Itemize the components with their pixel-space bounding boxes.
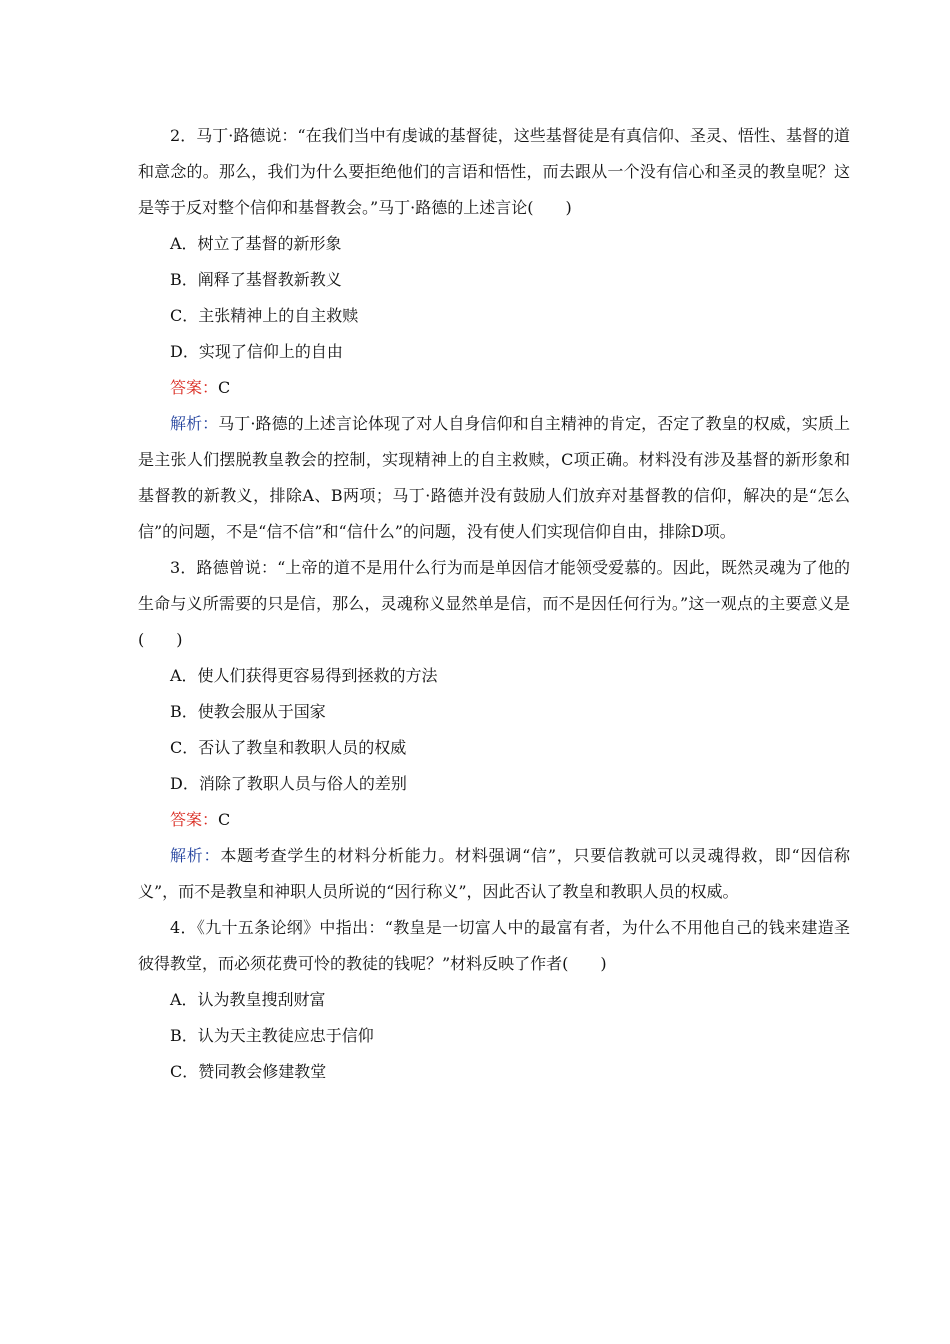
question-4-option-c: C．赞同教会修建教堂	[170, 1062, 327, 1081]
question-3-explanation	[138, 838, 850, 910]
question-4-option-b: B．认为天主教徒应忠于信仰	[170, 1026, 374, 1045]
question-3-option-c: C．否认了教皇和教职人员的权威	[170, 738, 407, 757]
answer-value: C	[218, 810, 231, 829]
answer-value: C	[218, 378, 231, 397]
question-2-stem: 2．马丁·路德说：“在我们当中有虔诚的基督徒，这些基督徒是有真信仰、圣灵、悟性、基督的道和意念的。那么，我们为什么要拒绝他们的言语和悟性，而去跟从一个没有信心和圣灵的教皇呢？这是等于反对整个信仰和基督教会。”马丁·路德的上述言论( )	[138, 126, 850, 217]
explanation-text: 本题考查学生的材料分析能力。材料强调“信”，只要信教就可以灵魂得救，即“因信称义”，而不是教皇和神职人员所说的“因行称义”，因此否认了教皇和教职人员的权威。	[138, 846, 850, 901]
question-2-option-c: C．主张精神上的自主救赎	[170, 306, 359, 325]
question-2-explanation	[138, 406, 850, 550]
question-3-option-d: D．消除了教职人员与俗人的差别	[170, 774, 407, 793]
document-page	[138, 118, 850, 1090]
question-3-option-a: A．使人们获得更容易得到拯救的方法	[170, 666, 438, 685]
question-2-option-a: A．树立了基督的新形象	[170, 234, 342, 253]
question-2-option-b: B．阐释了基督教新教义	[170, 270, 342, 289]
question-3-stem: 3．路德曾说：“上帝的道不是用什么行为而是单因信才能领受爱慕的。因此，既然灵魂为了他的生命与义所需要的只是信，那么，灵魂称义显然单是信，而不是因任何行为。”这一观点的主要意义是( )	[138, 558, 850, 649]
question-3-answer	[138, 802, 850, 838]
answer-label: 答案：	[170, 810, 219, 829]
explanation-text: 马丁·路德的上述言论体现了对人自身信仰和自主精神的肯定，否定了教皇的权威，实质上是主张人们摆脱教皇教会的控制，实现精神上的自主救赎，C项正确。材料没有涉及基督的新形象和基督教的新教义，排除A、B两项；马丁·路德并没有鼓励人们放弃对基督教的信仰，解决的是“怎么信”的问题，不是“信不信”和“信什么”的问题，没有使人们实现信仰自由，排除D项。	[138, 414, 850, 541]
question-4-stem: 4．《九十五条论纲》中指出：“教皇是一切富人中的最富有者，为什么不用他自己的钱来建造圣彼得教堂，而必须花费可怜的教徒的钱呢？”材料反映了作者( )	[138, 918, 850, 973]
question-4-option-a: A．认为教皇搜刮财富	[170, 990, 326, 1009]
answer-label: 答案：	[170, 378, 219, 397]
explanation-label: 解析：	[170, 414, 219, 433]
question-3-option-b: B．使教会服从于国家	[170, 702, 326, 721]
question-2-answer	[138, 370, 850, 406]
explanation-label: 解析：	[170, 846, 221, 865]
question-2-option-d: D．实现了信仰上的自由	[170, 342, 343, 361]
